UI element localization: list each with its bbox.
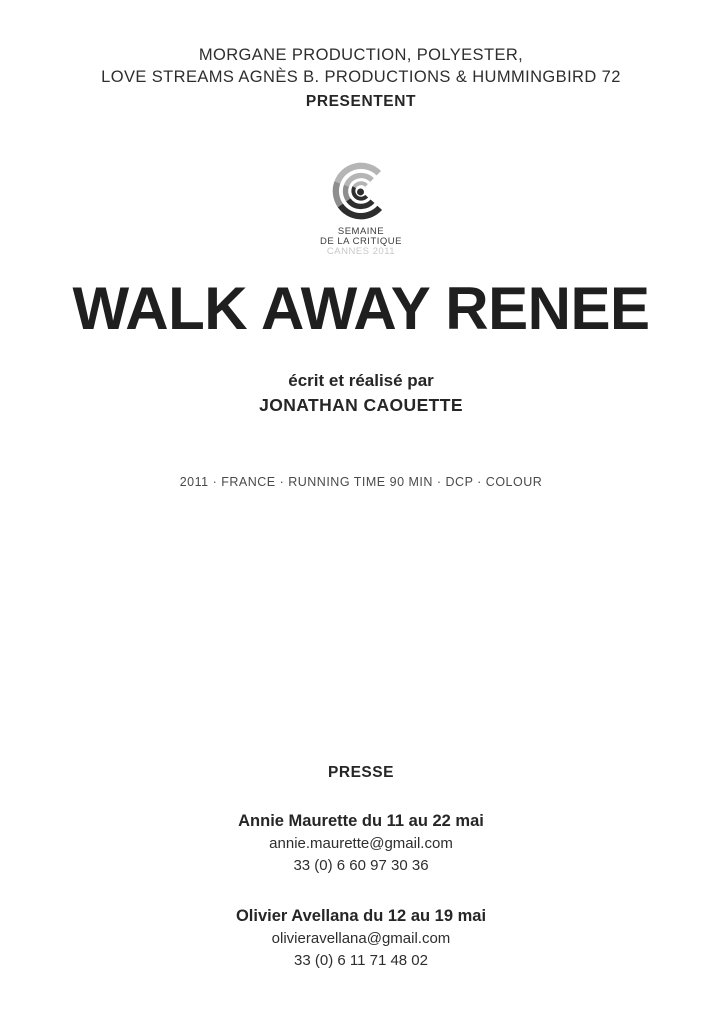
- contact-email: annie.maurette@gmail.com: [269, 835, 453, 852]
- contact-phone: 33 (0) 6 11 71 48 02: [294, 951, 428, 969]
- logo-caption-critique: DE LA CRITIQUE: [320, 235, 402, 247]
- credit-director: JONATHAN CAOUETTE: [259, 395, 463, 415]
- presents-line: PRESENTENT: [305, 93, 417, 110]
- film-title: WALK AWAY RENEE: [72, 275, 650, 342]
- contact-name: Annie Maurette du 11 au 22 mai: [238, 812, 484, 830]
- credit-block: [0, 369, 722, 418]
- production-credits: [0, 44, 722, 113]
- festival-logo-block: [0, 160, 722, 256]
- production-line-1: MORGANE PRODUCTION, POLYESTER,: [198, 46, 524, 64]
- press-contact-olivier: [0, 905, 722, 971]
- credit-byline: écrit et réalisé par: [288, 371, 434, 390]
- press-section: [0, 763, 722, 971]
- contact-phone: 33 (0) 6 60 97 30 36: [293, 856, 429, 874]
- logo-caption-cannes: CANNES 2011: [326, 245, 396, 257]
- semaine-de-la-critique-logo-icon: [330, 160, 392, 222]
- specs-line: 2011 · FRANCE · RUNNING TIME 90 MIN · DCP · COLOUR: [179, 475, 543, 489]
- press-heading: PRESSE: [328, 764, 394, 781]
- press-contact-annie: [0, 810, 722, 876]
- contact-name: Olivier Avellana du 12 au 19 mai: [235, 907, 487, 925]
- specs-block: [0, 474, 722, 490]
- logo-caption-semaine: SEMAINE: [337, 226, 385, 237]
- contact-email: olivieravellana@gmail.com: [271, 930, 451, 947]
- title-block: [0, 276, 722, 342]
- production-line-2: LOVE STREAMS AGNÈS B. PRODUCTIONS & HUMMINGBIRD 72: [101, 68, 621, 86]
